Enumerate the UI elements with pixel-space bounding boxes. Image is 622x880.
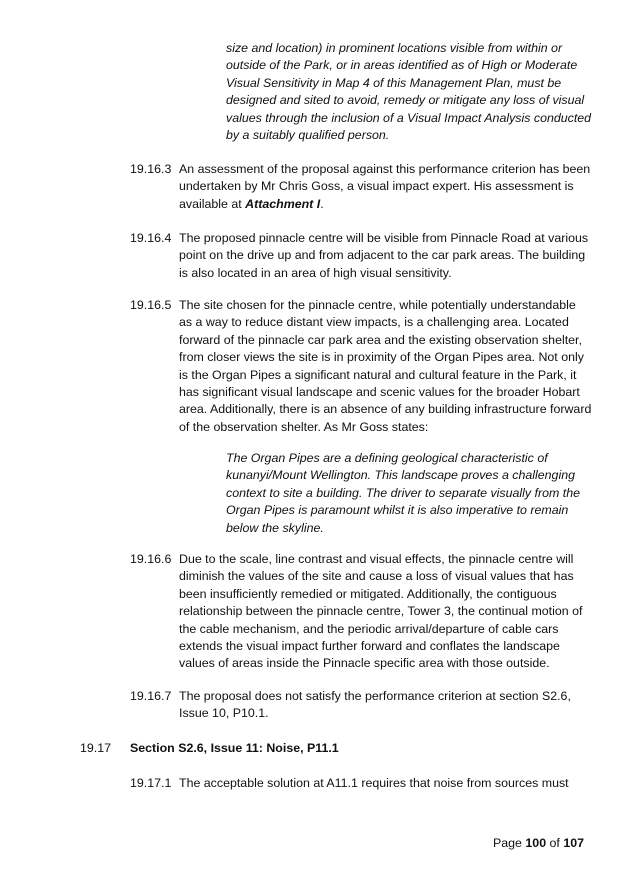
quote-text: The Organ Pipes are a defining geological characteristic of kunanyi/Mount Wellington. This landscape proves a challenging context to site a building. The driver to separate visually from the Organ Pipes is paramount whilst it is also imperative to remain below the skyline. <box>226 451 580 535</box>
paragraph-19-16-6 <box>130 551 592 673</box>
paragraph-number: 19.17.1 <box>130 776 172 790</box>
quote-text: size and location) in prominent locations visible from within or outside of the Park, or in areas identified as of High or Moderate Visual Sensitivity in Map 4 of this Management Plan, must be designed and sited to avoid, remedy or mitigate any loss of visual values through the inclusion of a Visual Impact Analysis conducted by a suitably qualified person. <box>226 41 592 143</box>
paragraph-19-16-5 <box>130 297 592 436</box>
paragraph-number: 19.16.7 <box>130 689 172 703</box>
paragraph-text: The proposed pinnacle centre will be visible from Pinnacle Road at various point on the drive up and from adjacent to the car park areas. The building is also located in an area of high visual sensitivity. <box>179 231 589 280</box>
total-page-count: 107 <box>563 836 584 850</box>
paragraph-19-16-3 <box>130 161 592 213</box>
page-footer: Page 100 of 107 <box>493 836 584 850</box>
paragraph-text: An assessment of the proposal against this performance criterion has been undertaken by Mr Chris Goss, a visual impact expert. His assessment is available at Attachment I. <box>179 162 591 211</box>
paragraph-19-17-1 <box>130 775 592 792</box>
current-page-number: 100 <box>525 836 547 850</box>
paragraph-number: 19.16.4 <box>130 231 172 245</box>
quote-goss <box>226 450 598 537</box>
section-title: Section S2.6, Issue 11: Noise, P11.1 <box>130 741 339 755</box>
paragraph-text: The acceptable solution at A11.1 requires that noise from sources must <box>179 776 569 790</box>
quote-management-plan <box>226 40 598 144</box>
paragraph-number: 19.16.3 <box>130 162 172 176</box>
attachment-reference: Attachment I <box>245 196 321 211</box>
paragraph-19-16-7 <box>130 688 592 723</box>
paragraph-text: The proposal does not satisfy the performance criterion at section S2.6, Issue 10, P10.1. <box>179 689 571 721</box>
paragraph-text: Due to the scale, line contrast and visual effects, the pinnacle centre will diminish the values of the site and cause a loss of visual values that has been insufficiently remedied or mitigated. Additionally, the contiguous relationship between the pinnacle centre, Tower 3, the continual motion of the cable mechanism, and the periodic arrival/departure of cable cars extends the visual impact further forward and conflates the landscape values of areas inside the Pinnacle specific area with those outside. <box>179 552 583 671</box>
paragraph-19-16-4 <box>130 230 592 282</box>
paragraph-text: The site chosen for the pinnacle centre, while potentially understandable as a way to reduce distant view impacts, is a challenging area. Located forward of the pinnacle car park area and the existing observation shelter, from closer views the site is in proximity of the Organ Pipes area. Not only is the Organ Pipes a significant natural and cultural feature in the Park, it has significant visual landscape and scenic values for the broader Hobart area. Additionally, there is an absence of any building infrastructure forward of the observation shelter. As Mr Goss states: <box>179 298 592 434</box>
paragraph-number: 19.16.5 <box>130 298 172 312</box>
section-number: 19.17 <box>80 741 112 755</box>
paragraph-number: 19.16.6 <box>130 552 172 566</box>
